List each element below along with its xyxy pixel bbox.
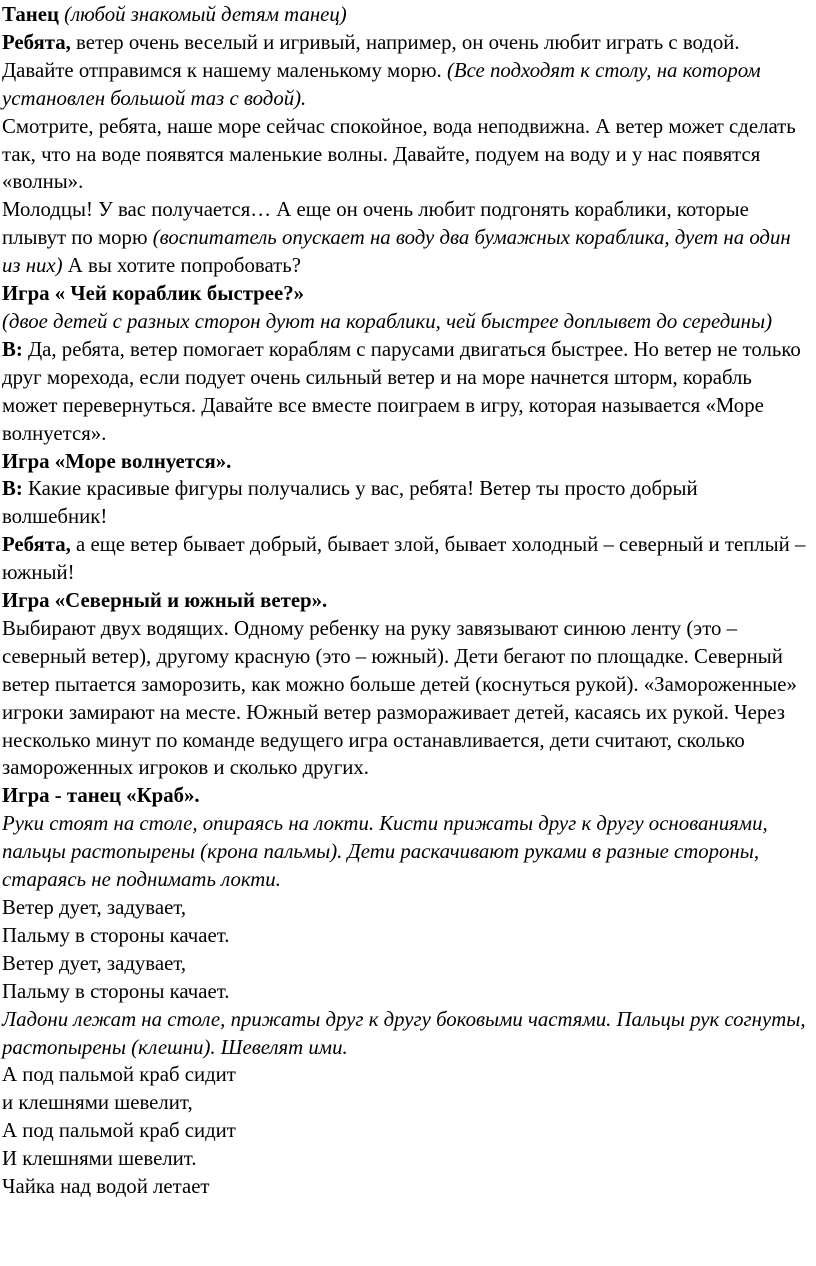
body-text: Чайка над водой летает [2,1175,210,1199]
paragraph [2,950,808,978]
italic-text: (любой знакомый детям танец) [58,3,347,26]
paragraph [2,1117,808,1145]
italic-text: (двое детей с разных сторон дуют на кораблики, чей быстрее доплывет до середины) [2,309,773,333]
paragraph [2,113,808,197]
paragraph [2,448,808,476]
paragraph [2,1089,808,1117]
italic-text: (Все подходят к столу, на котором установлен большой таз с водой). [2,58,761,110]
paragraph [2,1173,808,1201]
body-text: А под пальмой краб сидит [2,1119,236,1143]
bold-text: В: [2,477,23,501]
body-text: Выбирают двух водящих. Одному ребенку на руку завязывают синюю ленту (это – северный ветер), другому красную (это – южный). Дети бегают по площадке. Северный ветер пытается заморозить, как можно больше детей (коснуться рукой). «Замороженные» игроки замирают на месте. Южный ветер размораживает детей, касаясь их рукой. Через несколько минут по команде ведущего игра останавливается, дети считают, сколько замороженных игроков и сколько других. [2,616,797,780]
body-text: И клешнями шевелит. [2,1147,197,1171]
paragraph [2,978,808,1006]
body-text: Смотрите, ребята, наше море сейчас спокойное, вода неподвижна. А ветер может сделать так, что на воде появятся маленькие волны. Давайте, подуем на воду и у нас появятся «волны». [2,114,796,194]
bold-text: Ребята, [2,30,71,54]
body-text: ветер очень веселый и игривый, например, он очень любит играть с водой. Давайте отправимся к нашему маленькому морю. [2,30,740,82]
body-text: а еще ветер бывает добрый, бывает злой, бывает холодный – северный и теплый – южный! [2,533,806,585]
paragraph [2,782,808,810]
body-text: А вы хотите попробовать? [62,254,301,278]
paragraph [2,1061,808,1089]
paragraph [2,280,808,308]
paragraph [2,1145,808,1173]
paragraph [2,587,808,615]
bold-text: В: [2,337,23,361]
bold-text: Игра «Северный и южный ветер». [2,589,328,613]
paragraph [2,531,808,587]
body-text: Да, ребята, ветер помогает кораблям с парусами двигаться быстрее. Но ветер не только друг морехода, если подует очень сильный ветер и на море начнется шторм, корабль может перевернуться. Давайте все вместе поиграем в игру, которая называется «Море волнуется». [2,337,801,445]
body-text: Ветер дует, задувает, [2,896,187,919]
body-text: Ветер дует, задувает, [2,951,187,975]
paragraph [2,615,808,782]
paragraph [2,922,808,950]
paragraph [2,1006,808,1062]
bold-text: Игра «Море волнуется». [2,449,232,473]
body-text: А под пальмой краб сидит [2,1063,236,1087]
paragraph [2,336,808,448]
bold-text: Игра - танец «Краб». [2,784,200,808]
body-text: Какие красивые фигуры получались у вас, ребята! Ветер ты просто добрый волшебник! [2,477,698,529]
body-text: Пальму в стороны качает. [2,979,230,1003]
italic-text: Руки стоят на столе, опираясь на локти. Кисти прижаты друг к другу основаниями, пальцы растопырены (крона пальмы). Дети раскачивают руками в разные стороны, стараясь не поднимать локти. [2,812,768,892]
italic-text: (воспитатель опускает на воду два бумажных кораблика, дует на один из них) [2,226,791,278]
paragraph [2,196,808,280]
paragraph [2,308,808,336]
bold-text: Ребята, [2,533,71,557]
paragraph [2,894,808,922]
paragraph [2,29,808,113]
italic-text: Ладони лежат на столе, прижаты друг к другу боковыми частями. Пальцы рук согнуты, растопырены (клешни). Шевелят ими. [2,1007,806,1059]
body-text: Пальму в стороны качает. [2,923,230,947]
paragraph [2,810,808,894]
paragraph [2,475,808,531]
bold-text: Игра « Чей кораблик быстрее?» [2,282,305,306]
bold-text: Танец [2,3,59,26]
body-text: Молодцы! У вас получается… А еще он очень любит подгонять кораблики, которые плывут по морю [2,198,749,250]
body-text: и клешнями шевелит, [2,1091,193,1115]
paragraph [2,1,808,29]
